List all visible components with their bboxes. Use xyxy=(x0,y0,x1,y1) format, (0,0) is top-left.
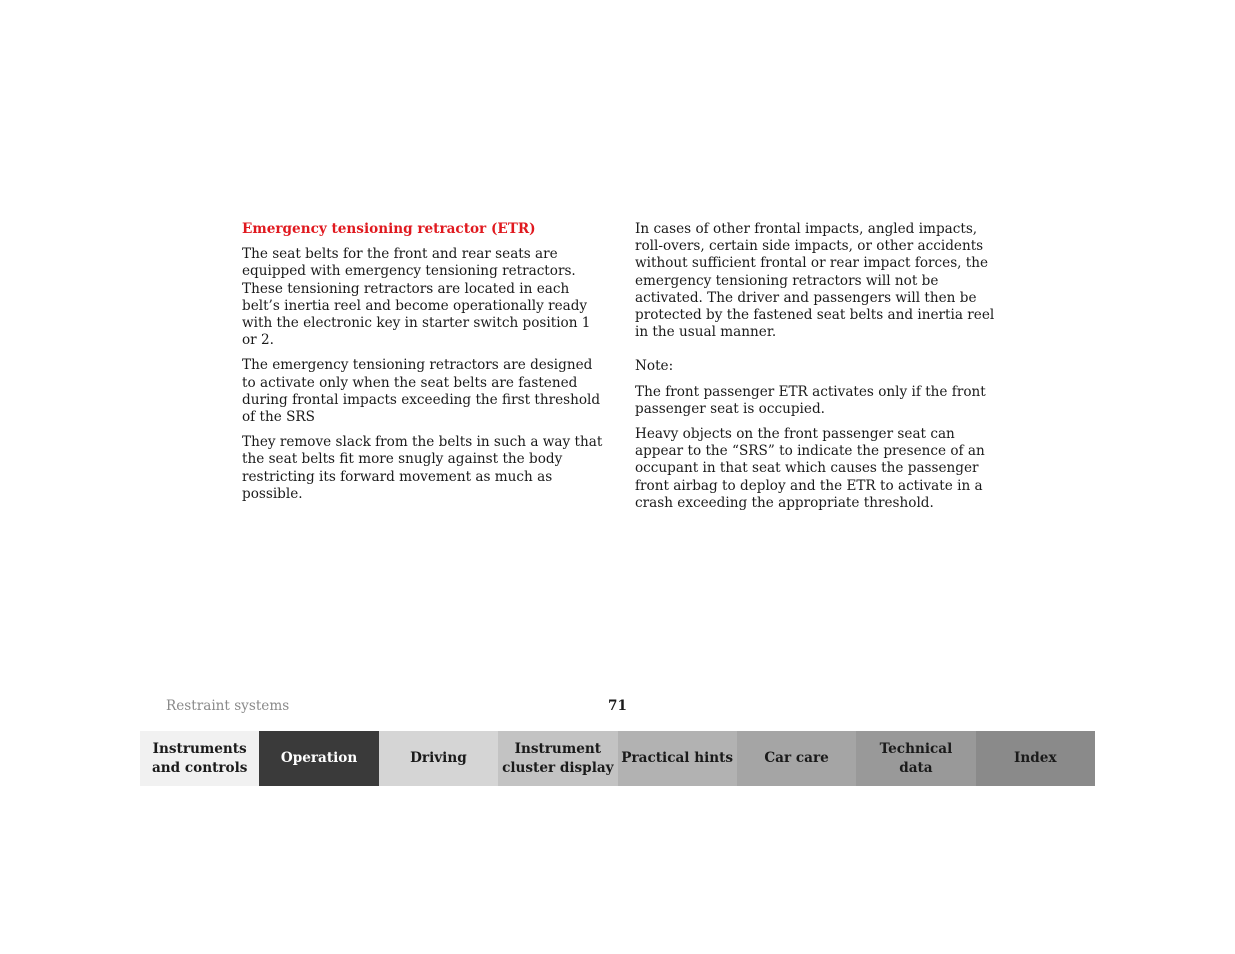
tab-car-care[interactable]: Car care xyxy=(737,731,856,786)
paragraph: In cases of other frontal impacts, angled impacts, roll-overs, certain side impacts, or other accidents without sufficient frontal or rear impact forces, the emergency tensioning retractors will not be activated. The driver and passengers will then be protected by the fastened seat belts and inertia reel in the usual manner. xyxy=(635,221,995,341)
tab-instruments-and-controls[interactable]: Instruments and controls xyxy=(140,731,259,786)
paragraph: They remove slack from the belts in such a way that the seat belts fit more snugly against the body restricting its forward movement as much as possible. xyxy=(242,434,603,502)
tab-practical-hints[interactable]: Practical hints xyxy=(618,731,737,786)
tab-technical-data[interactable]: Technical data xyxy=(856,731,975,786)
tab-driving[interactable]: Driving xyxy=(379,731,498,786)
tab-operation[interactable]: Operation xyxy=(259,731,378,786)
note-paragraph: The front passenger ETR activates only if the front passenger seat is occupied. xyxy=(635,383,986,417)
tab-instrument-cluster-display[interactable]: Instrument cluster display xyxy=(498,731,617,786)
note-label: Note: xyxy=(635,358,674,375)
chapter-nav-bar xyxy=(140,731,1095,786)
right-column xyxy=(635,221,1000,520)
page-number: 71 xyxy=(608,698,627,714)
paragraph: The seat belts for the front and rear seats are equipped with emergency tensioning retractors. These tensioning retractors are located in each belt’s inertia reel and become operationally ready with the electronic key in starter switch position 1 or 2. xyxy=(242,246,591,349)
tab-index[interactable]: Index xyxy=(976,731,1095,786)
paragraph: The emergency tensioning retractors are designed to activate only when the seat belts are fastened during frontal impacts exceeding the first threshold of the SRS xyxy=(242,357,601,426)
left-column xyxy=(242,221,607,511)
footer-section-title: Restraint systems xyxy=(166,698,290,714)
section-heading: Emergency tensioning retractor (ETR) xyxy=(242,221,536,237)
note-paragraph: Heavy objects on the front passenger seat can appear to the “SRS” to indicate the presence of an occupant in that seat which causes the passenger front airbag to deploy and the ETR to activate in a crash exceeding the appropriate threshold. xyxy=(635,426,985,511)
